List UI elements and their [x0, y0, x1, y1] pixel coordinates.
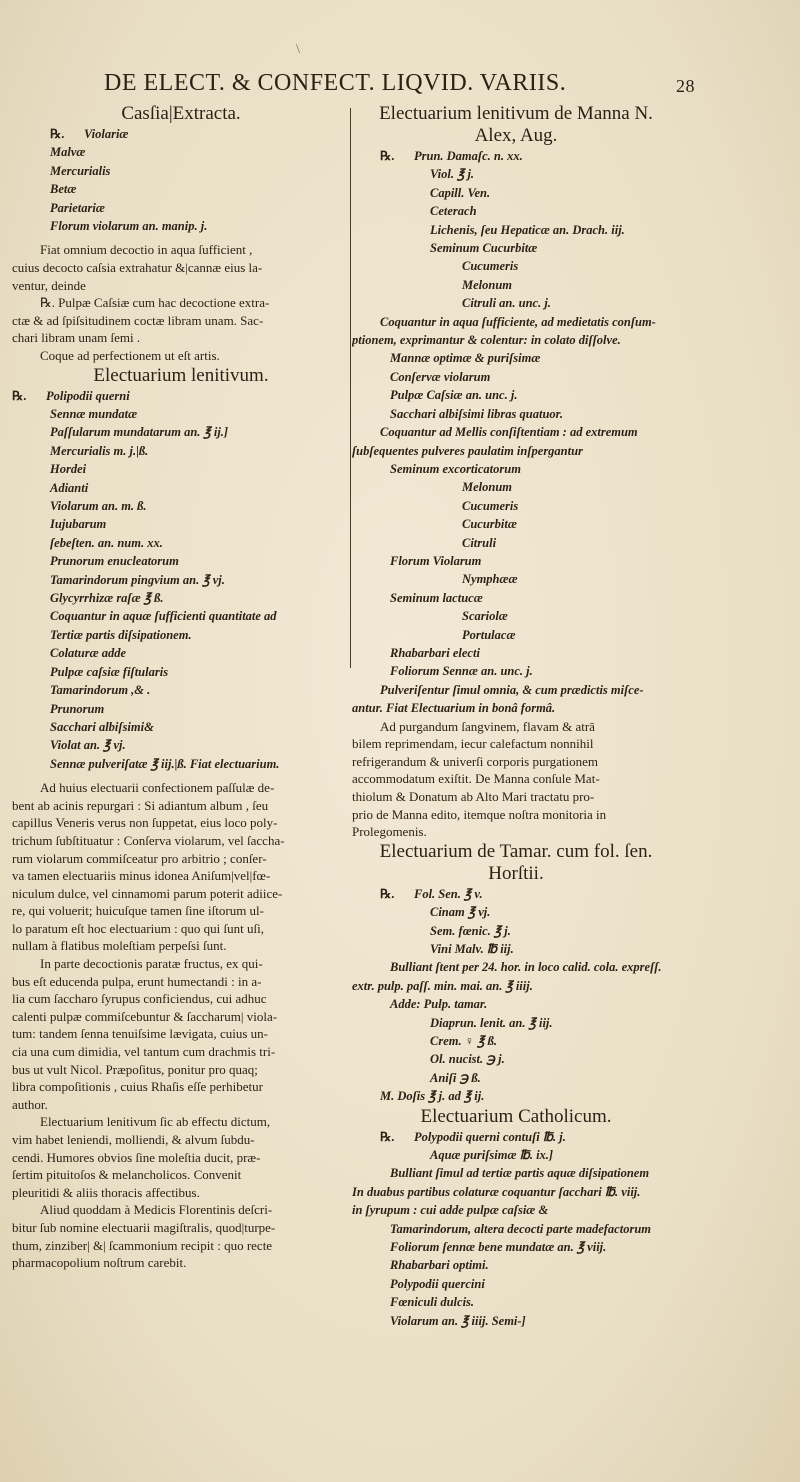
page-mark: \: [296, 42, 300, 57]
text-line: [12, 1149, 350, 1167]
line-text: Sacchari albiſsimi&: [50, 719, 154, 734]
section-heading: [352, 103, 680, 125]
recipe-line: [352, 534, 680, 552]
line-text: Iujubarum: [50, 517, 107, 532]
line-text: Parietariæ: [50, 200, 105, 215]
line-text: Pulveriſentur ſimul omnia, & cum prædictis miſce-: [380, 682, 644, 697]
text-line: [12, 1025, 350, 1043]
line-text: Conſervæ violarum: [390, 369, 491, 384]
line-text: refrigerandum & univerſi corporis purgationem: [352, 753, 598, 769]
line-text: Adianti: [50, 480, 89, 495]
line-text: author.: [12, 1096, 48, 1112]
line-text: bilem reprimendam, iecur calefactum nonnihil: [352, 736, 594, 752]
line-text: thiolum & Donatum ab Alto Mari tractatu pro-: [352, 788, 595, 804]
recipe-line: [352, 1128, 680, 1146]
text-line: [12, 1201, 350, 1219]
line-text: Ad huius electuarii confectionem paſſulæ de-: [40, 780, 275, 796]
line-text: Electuarium lenitivum ſic ab effectu dictum,: [40, 1114, 271, 1130]
line-text: Fol. Sen. ℥ v.: [414, 886, 483, 901]
line-text: Paſſularum mundatarum an. ℥ ij.]: [50, 425, 229, 440]
recipe-line: [12, 405, 350, 423]
line-text: bus ut vult Nicol. Præpoſitus, ponitur pro quaq;: [12, 1061, 258, 1077]
text-line: [12, 1184, 350, 1202]
line-text: Citruli: [462, 535, 497, 550]
line-text: Coquantur in aquæ ſufficienti quantitate ad: [50, 609, 277, 624]
line-text: Prunorum: [50, 701, 105, 716]
line-text: Prunorum enucleatorum: [50, 554, 179, 569]
text-line: [12, 294, 350, 312]
line-text: Horſtii.: [488, 862, 544, 884]
line-text: Fœniculi dulcis.: [390, 1295, 475, 1310]
section-heading: [352, 841, 680, 863]
line-text: Coque ad perfectionem ut eſt artis.: [40, 348, 220, 363]
text-line: [12, 937, 350, 955]
recipe-line: [352, 995, 680, 1013]
line-text: Cucumeris: [462, 498, 519, 513]
recipe-line: [12, 626, 350, 644]
recipe-line: [352, 1275, 680, 1293]
line-text: Violarum an. m. ß.: [50, 499, 147, 514]
line-text: Betæ: [50, 182, 77, 197]
recipe-line: [352, 885, 680, 903]
line-text: Prolegomenis.: [352, 824, 427, 840]
recipe-line: [352, 552, 680, 570]
text-line: [12, 259, 350, 277]
line-text: ſubſequentes pulveres paulatim inſpergantur: [352, 443, 583, 458]
line-text: Malvæ: [50, 145, 86, 160]
line-text: Pulpæ Caſsiæ an. unc. j.: [390, 388, 518, 403]
right-column: [352, 103, 680, 1330]
line-text: Polipodii querni: [46, 388, 130, 403]
recipe-line: [352, 958, 680, 976]
line-text: thum, zinziber| &| ſcammonium recipit : quo recte: [12, 1237, 273, 1253]
recipe-line: [352, 570, 680, 588]
line-text: Electuarium de Tamar. cum fol. ſen.: [379, 840, 653, 862]
line-text: Coquantur in aqua ſufficiente, ad medietatis conſum-: [380, 314, 656, 329]
recipe-line: [352, 681, 680, 699]
recipe-symbol: ℞.: [380, 149, 395, 163]
recipe-line: [12, 479, 350, 497]
recipe-line: [352, 1014, 680, 1032]
text-line: [12, 920, 350, 938]
recipe-line: [352, 662, 680, 680]
recipe-line: [12, 199, 350, 217]
section-heading: [352, 1106, 680, 1128]
line-text: Vini Malv. ℔ iij.: [430, 941, 514, 956]
recipe-line: [12, 681, 350, 699]
line-text: Aniſi ℈ ß.: [430, 1070, 481, 1085]
recipe-line: [12, 589, 350, 607]
line-text: Aliud quoddam à Medicis Florentinis deſcri-: [40, 1202, 273, 1218]
section-heading: [352, 863, 680, 885]
recipe-line: [352, 515, 680, 533]
line-text: Lichenis, ſeu Hepaticæ an. Drach. iij.: [430, 222, 625, 237]
line-text: M. Doſis ℥ j. ad ℥ ij.: [380, 1089, 485, 1104]
recipe-line: [352, 184, 680, 202]
line-text: Seminum Cucurbitæ: [430, 241, 538, 256]
line-text: Viol. ℥ j.: [430, 167, 475, 182]
line-text: Cucurbitæ: [462, 517, 517, 532]
recipe-line: [352, 221, 680, 239]
recipe-line: [12, 607, 350, 625]
line-text: Melonum: [462, 480, 513, 495]
line-text: Portulacæ: [462, 627, 516, 642]
line-text: lo paratum eſt hoc electuarium : quo qui ſunt uſi,: [12, 920, 264, 936]
recipe-line: [352, 368, 680, 386]
line-text: Ad purgandum ſangvinem, flavam & atrā: [380, 718, 595, 734]
line-text: Alex, Aug.: [474, 125, 558, 146]
recipe-line: [352, 405, 680, 423]
line-text: cia una cum dimidia, vel tantum cum drachmis tri-: [12, 1044, 276, 1060]
line-text: Capill. Ven.: [430, 185, 491, 200]
line-text: Sennæ pulveriſatæ ℥ iij.|ß. Fiat electuarium.: [50, 756, 280, 771]
line-text: trichum ſubſtituatur : Conſerva violarum, vel ſaccha-: [12, 832, 285, 848]
line-text: ventur, deinde: [12, 277, 86, 293]
line-text: Foliorum Sennæ an. unc. j.: [390, 664, 533, 679]
line-text: Violat an. ℥ vj.: [50, 738, 126, 753]
recipe-line: [12, 644, 350, 662]
recipe-symbol: ℞.: [50, 127, 65, 141]
line-text: Electuarium lenitivum.: [93, 364, 269, 386]
recipe-line: [12, 217, 350, 235]
recipe-line: [352, 386, 680, 404]
line-text: Crem. ♀ ℥ ß.: [430, 1034, 497, 1048]
line-text: Violariæ: [84, 127, 129, 141]
line-text: Adde: Pulp. tamar.: [390, 997, 488, 1012]
recipe-line: [12, 162, 350, 180]
line-text: Mercurialis m. j.|ß.: [50, 443, 149, 458]
line-text: Casſia|Extracta.: [121, 103, 241, 124]
running-header: [104, 70, 704, 100]
recipe-line: [352, 165, 680, 183]
line-text: nullam à flatibus moleſtiam perpeſsi ſunt.: [12, 938, 227, 954]
text-line: [352, 823, 680, 841]
text-line: [12, 241, 350, 259]
line-text: antur. Fiat Electuarium in bonâ formâ.: [352, 701, 556, 716]
text-line: [12, 814, 350, 832]
recipe-line: [12, 755, 350, 773]
recipe-line: [352, 442, 680, 460]
recipe-line: [352, 257, 680, 275]
text-line: [12, 1237, 350, 1255]
text-line: [12, 797, 350, 815]
recipe-line: [12, 736, 350, 754]
text-line: [12, 277, 350, 295]
column-divider: [350, 108, 351, 668]
line-text: Ceterach: [430, 204, 477, 219]
line-text: Polypodii quercini: [390, 1276, 485, 1291]
line-text: ctæ & ad ſpiſsitudinem coctæ libram unam. Sac-: [12, 312, 264, 328]
recipe-line: [352, 294, 680, 312]
line-text: cuius decocto caſsia extrahatur &|cannæ eius la-: [12, 260, 263, 276]
recipe-line: [352, 977, 680, 995]
text-line: [12, 832, 350, 850]
text-line: [12, 1254, 350, 1272]
line-text: chari libram unam ſemi .: [12, 330, 141, 346]
line-text: Tamarindorum pingvium an. ℥ vj.: [50, 572, 225, 587]
recipe-line: [12, 423, 350, 441]
line-text: ſertim pituitoſos & melancholicos. Convenit: [12, 1167, 242, 1183]
recipe-line: [352, 313, 680, 331]
recipe-line: [12, 700, 350, 718]
recipe-line: [12, 460, 350, 478]
line-text: Hordei: [50, 462, 87, 477]
line-text: va tamen electuariis minus idonea Aniſum|vel|fœ-: [12, 868, 271, 884]
text-line: [352, 718, 680, 736]
recipe-line: [12, 571, 350, 589]
line-text: Sem. fœnic. ℥ j.: [430, 923, 511, 938]
text-line: [352, 753, 680, 771]
recipe-line: [12, 180, 350, 198]
line-text: bus eſt educenda pulpa, erunt humectandi : in a-: [12, 973, 262, 989]
text-line: [12, 1078, 350, 1096]
section-heading: [12, 103, 350, 125]
line-text: Nymphææ: [462, 572, 518, 587]
recipe-line: [12, 143, 350, 161]
line-text: Mannæ optimæ & puriſsimæ: [390, 351, 541, 366]
section-heading: [12, 365, 350, 387]
line-text: Bulliant ſtent per 24. hor. in loco calid. cola. expreſſ.: [390, 960, 662, 975]
line-text: Citruli an. unc. j.: [462, 296, 551, 311]
text-line: [12, 990, 350, 1008]
line-text: Tertiæ partis diſsipationem.: [50, 627, 192, 642]
line-text: ptionem, exprimantur & colentur: in colato diſſolve.: [352, 333, 621, 348]
line-text: Rhabarbari optimi.: [390, 1258, 489, 1273]
text-line: [12, 973, 350, 991]
recipe-line: [352, 331, 680, 349]
text-line: [12, 1043, 350, 1061]
line-text: Melonum: [462, 277, 513, 292]
recipe-line: [352, 1050, 680, 1068]
recipe-line: [352, 1032, 680, 1050]
recipe-line: [12, 387, 350, 405]
recipe-line: [352, 1256, 680, 1274]
recipe-line: [352, 940, 680, 958]
line-text: niculum dulce, vel cinnamomi parum poterit adiice-: [12, 885, 283, 901]
recipe-line: [12, 718, 350, 736]
recipe-line: [352, 349, 680, 367]
text-line: [12, 312, 350, 330]
line-text: Electuarium lenitivum de Manna N.: [379, 103, 653, 124]
recipe-line: [352, 1293, 680, 1311]
line-text: Scariolæ: [462, 609, 508, 624]
line-text: capillus Veneris verus non ſuppetat, eius loco poly-: [12, 815, 278, 831]
line-text: Sacchari albiſsimi libras quatuor.: [390, 406, 563, 421]
text-line: [12, 955, 350, 973]
line-text: prio de Manna edito, itemque noſtra monitoria in: [352, 806, 607, 822]
line-text: Rhabarbari electi: [390, 645, 480, 660]
recipe-line: [352, 699, 680, 717]
line-text: rum violarum commiſceatur pro arbitrio ; conſer-: [12, 850, 267, 866]
page-number: 28: [676, 76, 695, 96]
recipe-line: [12, 663, 350, 681]
line-text: Bulliant ſimul ad tertiæ partis aquæ diſsipationem: [390, 1166, 650, 1181]
line-text: In duabus partibus colaturæ coquantur ſacchari ℔. viij.: [352, 1184, 641, 1199]
line-text: Violarum an. ℥ iiij. Semi-]: [390, 1313, 526, 1328]
recipe-line: [352, 1069, 680, 1087]
line-text: Aquæ puriſsimæ ℔. ix.]: [430, 1148, 554, 1163]
text-line: [12, 1008, 350, 1026]
recipe-line: [12, 497, 350, 515]
line-text: lia cum ſaccharo ſyrupus conficiendus, cui adhuc: [12, 991, 267, 1007]
recipe-symbol: ℞.: [380, 1129, 395, 1144]
recipe-line: [352, 1087, 680, 1105]
line-text: Seminum excorticatorum: [390, 461, 521, 476]
text-line: [12, 1061, 350, 1079]
recipe-line: [352, 1201, 680, 1219]
recipe-line: [352, 497, 680, 515]
text-line: [12, 1166, 350, 1184]
line-text: Florum Violarum: [390, 553, 482, 568]
line-text: Electuarium Catholicum.: [420, 1105, 612, 1127]
recipe-line: [352, 460, 680, 478]
line-text: Prun. Damaſc. n. xx.: [414, 149, 523, 163]
recipe-line: [352, 644, 680, 662]
left-column: [12, 103, 350, 1272]
recipe-line: [352, 903, 680, 921]
recipe-line: [352, 239, 680, 257]
line-text: Cucumeris: [462, 259, 519, 274]
text-line: [12, 779, 350, 797]
recipe-line: [352, 202, 680, 220]
text-line: [352, 788, 680, 806]
recipe-line: [352, 147, 680, 165]
line-text: Fiat omnium decoctio in aqua ſufficient ,: [40, 242, 253, 258]
recipe-line: [12, 125, 350, 143]
text-line: [12, 885, 350, 903]
line-text: Tamarindorum, altera decocti parte madefactorum: [390, 1221, 651, 1236]
recipe-line: [352, 626, 680, 644]
line-text: pharmacopolium noſtrum carebit.: [12, 1255, 187, 1271]
text-line: [12, 1219, 350, 1237]
line-text: Colaturæ adde: [50, 646, 127, 661]
line-text: Seminum lactucæ: [390, 590, 483, 605]
line-text: Tamarindorum ,& .: [50, 683, 151, 698]
line-text: in ſyrupum : cui adde pulpæ caſsiæ &: [352, 1203, 549, 1218]
line-text: Glycyrrhizæ raſæ ℥ ß.: [50, 591, 164, 606]
text-line: [12, 329, 350, 347]
text-line: [12, 850, 350, 868]
recipe-line: [12, 442, 350, 460]
text-line: [352, 806, 680, 824]
line-text: tum: tandem ſenna tenuiſsime lævigata, cuius un-: [12, 1026, 268, 1042]
text-line: [12, 347, 350, 365]
recipe-line: [12, 515, 350, 533]
line-text: calenti pulpæ commiſcebuntur & ſaccharum| viola-: [12, 1008, 278, 1024]
line-text: In parte decoctionis paratæ fructus, ex qui-: [40, 956, 263, 972]
line-text: Foliorum ſennæ bene mundatæ an. ℥ viij.: [390, 1240, 607, 1255]
recipe-line: [352, 1312, 680, 1330]
line-text: Pulpæ caſsiæ fiſtularis: [50, 664, 169, 679]
line-text: accommodatum exiſtit. De Manna conſule Mat-: [352, 771, 600, 787]
line-text: Florum violarum an. manip. j.: [50, 219, 208, 234]
recipe-line: [352, 1183, 680, 1201]
section-heading: [352, 125, 680, 147]
recipe-line: [352, 276, 680, 294]
recipe-line: [352, 478, 680, 496]
line-text: Mercurialis: [50, 163, 111, 178]
recipe-line: [352, 423, 680, 441]
recipe-line: [352, 589, 680, 607]
recipe-symbol: ℞.: [12, 388, 27, 403]
line-text: vim habet leniendi, molliendi, & alvum ſubdu-: [12, 1132, 255, 1147]
line-text: pleuritidi & aliis thoracis affectibus.: [12, 1184, 200, 1200]
recipe-line: [352, 607, 680, 625]
line-text: Diaprun. lenit. an. ℥ iij.: [430, 1015, 553, 1030]
recipe-line: [352, 1220, 680, 1238]
text-line: [12, 867, 350, 885]
recipe-line: [12, 534, 350, 552]
line-text: extr. pulp. paſſ. min. mai. an. ℥ iiij.: [352, 978, 533, 993]
line-text: Polypodii querni contuſi ℔. j.: [414, 1129, 566, 1144]
recipe-line: [12, 552, 350, 570]
text-line: [352, 770, 680, 788]
text-line: [12, 1096, 350, 1114]
line-text: ℞. Pulpæ Caſsiæ cum hac decoctione extra-: [40, 295, 270, 311]
line-text: bitur ſub nomine electuarii magiſtralis, quod|turpe-: [12, 1219, 276, 1235]
line-text: Coquantur ad Mellis conſiſtentiam : ad extremum: [380, 425, 638, 440]
recipe-line: [352, 1146, 680, 1164]
text-line: [12, 902, 350, 920]
text-line: [12, 1113, 350, 1131]
line-text: re, qui voluerit; huicuſque tamen ſine iſtorum ul-: [12, 903, 264, 919]
recipe-line: [352, 922, 680, 940]
line-text: Cinam ℥ vj.: [430, 905, 491, 920]
text-line: [12, 1131, 350, 1149]
recipe-symbol: ℞.: [380, 886, 395, 901]
line-text: Sennæ mundatæ: [50, 407, 138, 421]
header-title: DE ELECT. & CONFECT. LIQVID. VARIIS.: [104, 70, 567, 96]
recipe-line: [352, 1238, 680, 1256]
text-line: [352, 735, 680, 753]
line-text: bent ab acinis repurgari : Si adiantum album , ſeu: [12, 797, 269, 813]
line-text: libra compoſitionis , cuius Rhaſis eſſe perhibetur: [12, 1079, 263, 1095]
line-text: ſebeſten. an. num. xx.: [50, 535, 163, 550]
line-text: Ol. nucist. ℈ j.: [430, 1052, 505, 1067]
recipe-line: [352, 1164, 680, 1182]
line-text: cendi. Humores obvios ſine moleſtia ducit, præ-: [12, 1149, 261, 1165]
